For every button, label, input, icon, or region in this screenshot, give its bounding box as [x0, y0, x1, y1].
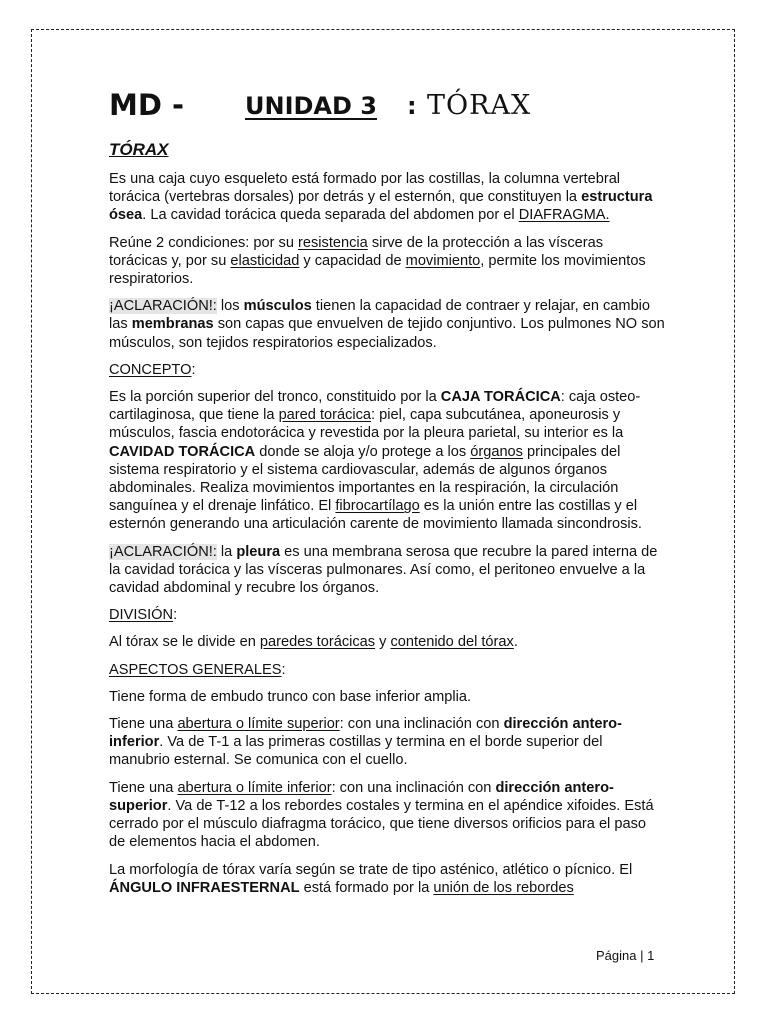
- underlined-term: unión de los rebordes: [433, 879, 574, 896]
- text-run: Al tórax se le divide en: [109, 634, 260, 651]
- text-run: , permite los movimientos respiratorios.: [109, 252, 646, 288]
- text-run: : con una inclinación con: [331, 779, 496, 796]
- highlight-label: ¡ACLARACIÓN!:: [109, 543, 217, 560]
- title-topic: TÓRAX: [427, 90, 532, 121]
- underlined-term: pared torácica: [278, 407, 372, 424]
- bold-term: músculos: [243, 298, 312, 315]
- text-run: y capacidad de: [299, 252, 406, 269]
- text-run: .: [513, 634, 518, 651]
- page-title: [109, 88, 665, 136]
- underlined-term: abertura o límite superior: [177, 716, 340, 733]
- bold-term: estructura ósea: [109, 189, 653, 224]
- text-run: Es una caja cuyo esqueleto está formado por las costillas, la columna vertebral torácica (vertebras dorsales) por detrás y el esternón, que constituyen la: [109, 171, 621, 206]
- bold-term: CAJA TORÁCICA: [440, 389, 561, 406]
- bold-term: membranas: [131, 316, 214, 333]
- bold-term: CAVIDAD TORÁCICA: [109, 443, 256, 460]
- underlined-term: fibrocartílago: [335, 498, 420, 515]
- text-run: donde se aloja y/o protege a los: [255, 443, 471, 460]
- title-unit: UNIDAD 3: [245, 92, 377, 120]
- paragraph-conditions: [109, 234, 665, 289]
- text-run: y: [375, 634, 391, 651]
- paragraph-upper-aperture: [109, 715, 665, 770]
- text-run: . Va de T-12 a los rebordes costales y termina en el apéndice xifoides. Está cerrado por el músculo diafragma torácico, que tiene diversos orificios para el paso de elementos hacia el abdomen.: [109, 797, 654, 851]
- title-colon: :: [407, 92, 417, 120]
- underlined-term: resistencia: [298, 234, 368, 251]
- text-run: . Va de T-1 a las primeras costillas y termina en el borde superior del manubrio esternal. Se comunica con el cuello.: [109, 734, 603, 769]
- text-run: Es la porción superior del tronco, constituido por la: [109, 389, 441, 406]
- text-run: Reúne 2 condiciones: por su: [109, 234, 299, 251]
- text-run: tienen la capacidad de contraer y relajar, en cambio las: [109, 298, 651, 333]
- underlined-term: abertura o límite inferior: [177, 779, 332, 796]
- paragraph-concept: [109, 388, 665, 534]
- text-run: está formado por la: [299, 879, 434, 896]
- text-run: los: [216, 298, 244, 315]
- text-run: es una membrana serosa que recubre la pared interna de la cavidad torácica y las vísceras pulmonares. Así como, el peritoneo envuelve a la cavidad abdominal y recubre los órganos.: [109, 543, 658, 597]
- paragraph-clarification-muscles: [109, 297, 665, 352]
- text-run: La morfología de tórax varía según se trate de tipo asténico, atlético o pícnico. El: [109, 861, 633, 878]
- highlight-label: ¡ACLARACIÓN!:: [109, 298, 217, 315]
- underlined-term: DIAFRAGMA.: [518, 207, 610, 224]
- text-run: Tiene una: [109, 716, 178, 733]
- underlined-term: movimiento: [405, 252, 481, 269]
- paragraph-morphology: [109, 861, 665, 897]
- subheading-division: [109, 606, 665, 624]
- bold-term: dirección antero-superior: [109, 779, 614, 814]
- text-run: : con una inclinación con: [339, 716, 504, 733]
- text-run: sirve de la protección a las vísceras torácicas y, por su: [109, 234, 604, 269]
- paragraph-lower-aperture: [109, 779, 665, 852]
- text-run: son capas que envuelven de tejido conjuntivo. Los pulmones NO son músculos, son tejidos respiratorios especializados.: [109, 316, 665, 351]
- bold-term: dirección antero-inferior: [109, 716, 622, 751]
- underlined-term: DIVISIÓN: [109, 607, 174, 624]
- text-run: : piel, capa subcutánea, aponeurosis y músculos, fascia endotorácica y revestida por la pleura parietal, su interior es la: [109, 407, 624, 442]
- bold-term: pleura: [236, 543, 281, 560]
- underlined-term: paredes torácicas: [259, 634, 376, 651]
- paragraph-clarification-pleura: [109, 543, 665, 598]
- paragraph-definition: [109, 170, 665, 225]
- text-run: Tiene una: [109, 779, 178, 796]
- section-heading: TÓRAX: [109, 140, 169, 159]
- text-run: :: [173, 607, 178, 624]
- text-run: principales del sistema respiratorio y el sistema cardiovascular, además de algunos órganos abdominales. Realiza movimientos importantes en la respiración, la circulación sanguínea y el drenaje linfático. El: [109, 443, 621, 515]
- subheading-general-aspects: [109, 661, 665, 679]
- underlined-term: órganos: [470, 443, 523, 460]
- text-run: es la unión entre las costillas y el esternón generando una articulación carente de movimiento llamada sincondrosis.: [109, 498, 642, 533]
- text-run: . La cavidad torácica queda separada del abdomen por el: [142, 207, 519, 224]
- underlined-term: contenido del tórax: [390, 634, 514, 651]
- underlined-term: ASPECTOS GENERALES: [109, 661, 282, 678]
- title-prefix: MD -: [109, 88, 185, 122]
- page-number: Página | 1: [596, 948, 655, 963]
- bold-term: ÁNGULO INFRAESTERNAL: [109, 879, 300, 896]
- underlined-term: elasticidad: [230, 252, 300, 269]
- document-body: [109, 88, 665, 906]
- text-run: : caja osteo-cartilaginosa, que tiene la: [109, 389, 641, 424]
- paragraph-division: [109, 633, 665, 651]
- text-run: :: [191, 361, 196, 378]
- underlined-term: CONCEPTO: [109, 361, 192, 378]
- text-run: :: [281, 661, 286, 678]
- paragraph-shape: Tiene forma de embudo trunco con base inferior amplia.: [109, 688, 472, 705]
- text-run: la: [216, 543, 237, 560]
- subheading-concept: [109, 361, 665, 379]
